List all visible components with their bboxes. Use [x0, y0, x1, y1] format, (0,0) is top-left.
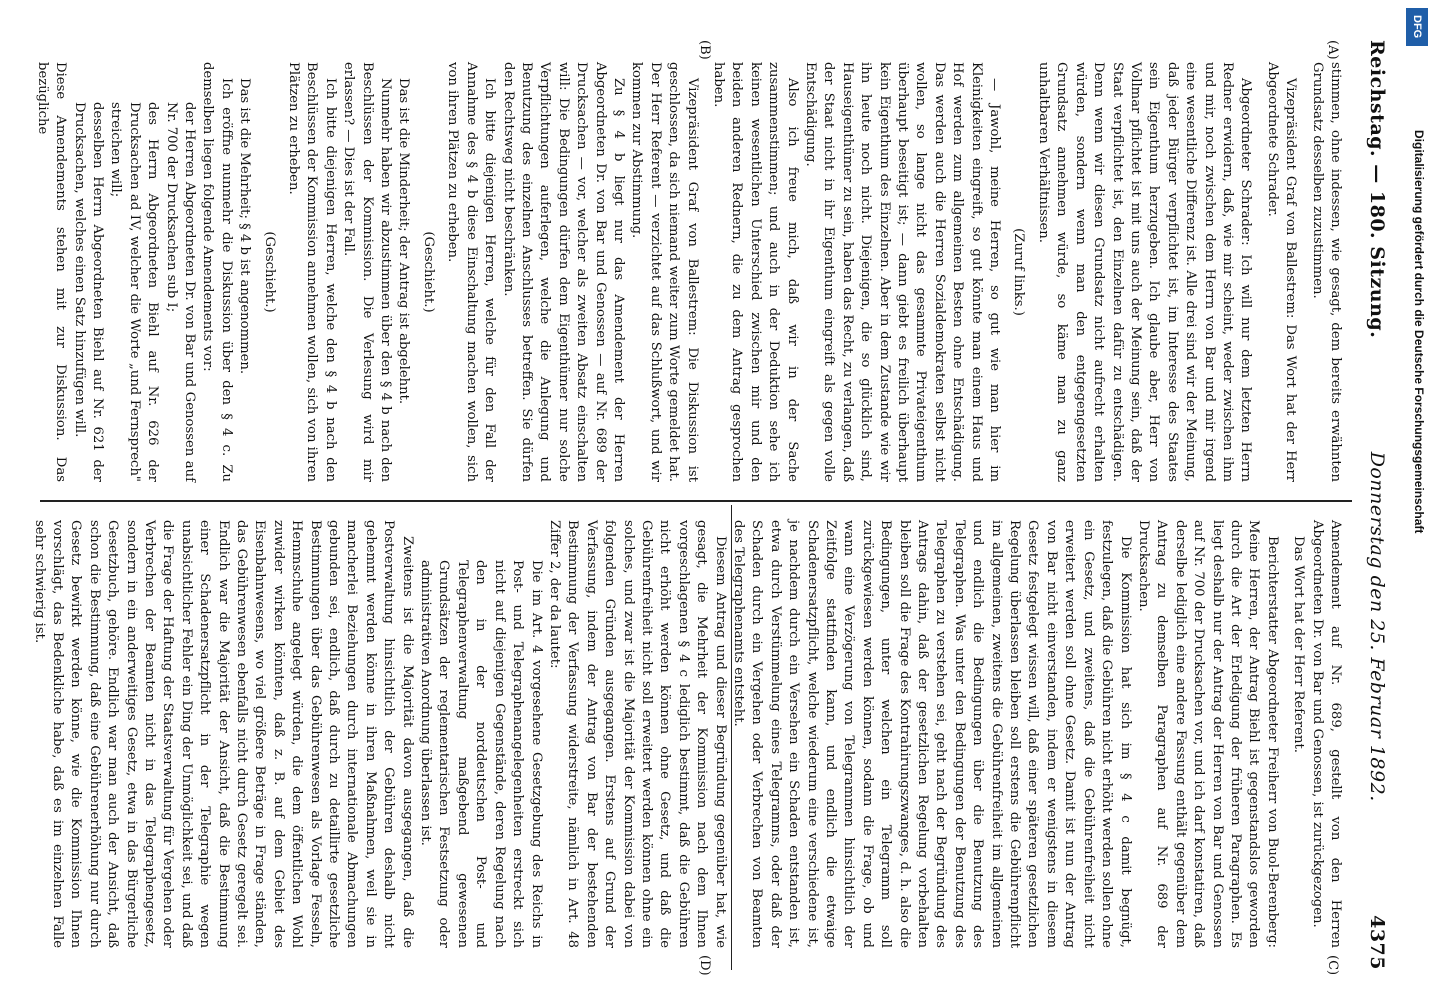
interjection: (Geschieht.)	[420, 231, 436, 313]
paragraph: Diesem Antrag und dieser Begründung gegenüber hat, wie gesagt, die Mehrheit der Kommission nach dem Ihnen vorgeschlagenen § 4 c lediglich bestimmt, daß die Gebühren nicht erhöht werden können ohne Gesetz, und daß die Gebührenfreiheit nicht soll erweitert werden können ohne ein solches, und zwar ist die Majorität der Kommission dabei von folgenden Gründen ausgegangen. Erstens auf Grund der Verfassung, indem der Antrag von Bar der bestehenden Bestimmung der Verfassung widerstreite, nämlich in Art. 48 Ziffer 2, der da lautet:	[546, 520, 728, 948]
paragraph: Das ist die Minderheit; der Antrag ist abgelehnt.	[396, 78, 412, 405]
paragraph: Diese Amendements stehen mit zur Diskussion. Das bezügliche	[34, 62, 69, 482]
paragraph: Das Wort hat der Herr Referent.	[1291, 536, 1307, 753]
paragraph: Zu § 4 b liegt nur das Amendement der Herren Abgeordneten Dr. von Bar und Genossen — auf Nr. 689 der Drucksachen — vor, welcher als zweiten Absatz einschalten will: Die Bedingungen dürfen dem Eigenthümer nur solche Verpflichtungen auferlegen, welche die Anlegung und Benutzung des einzelnen Anschlusses betreffen. Sie dürfen den Rechtsweg nicht beschränken.	[500, 62, 626, 482]
interjection: (Geschieht.)	[261, 231, 277, 313]
paragraph: Das ist die Mehrheit; § 4 b ist angenommen.	[237, 78, 253, 375]
paragraph: stimmen, ohne indessen, wie gesagt, dem bereits erwähnten Grundsatz desselben zuzustimmen.	[1309, 62, 1343, 482]
header-left: Reichstag. — 180. Sitzung.	[1366, 40, 1388, 339]
speaker-paragraph: Vizepräsident Graf von Ballestrem: Die Diskussion ist geschlossen, da sich niemand weiter zum Worte gemeldet hat. Der Herr Referent — verzichtet auf das Schlußwort, und wir kommen zur Abstimmung.	[629, 62, 700, 482]
paragraph: Ich eröffne nunmehr die Diskussion über den § 4 c. Zu demselben liegen folgende Amendements vor:	[200, 62, 234, 482]
dfg-logo: DFG	[1406, 8, 1428, 46]
paragraph: Ich bitte diejenigen Herren, welche den § 4 b nach den Beschlüssen der Kommission annehmen wollen, sich von ihren Plätzen zu erheben.	[286, 62, 338, 482]
margin-letter-d: (D)	[697, 955, 712, 976]
column-divider	[40, 500, 1352, 502]
speaker-paragraph: Abgeordneter Schrader: Ich will nur dem letzten Herrn Redner erwidern, daß, wie mir scheint, weder zwischen ihm und mir, noch zwischen dem Herrn von Bar und mir irgend eine wesentliche Differenz ist. Alle drei sind wir der Meinung, daß jeder Bürger verpflichtet ist, im Interesse des Staates sein Eigenthum herzugeben. Ich glaube aber, Herr von Vollmar pflichtet ist mit uns auch der Meinung sein, daß der Staat verpflichtet ist, den Einzelnen dafür zu entschädigen. Denn wenn wir diesen Grundsatz nicht aufrecht erhalten würden, sondern wenn man den entgegengesetzten Grundsatz annehmen würde, so käme man zu ganz unhaltbaren Verhältnissen.	[1035, 62, 1254, 482]
paragraph: Die Kommission hat sich im § 4 c damit begnügt, festzulegen, daß die Gebühren nicht erhöht werden sollen ohne ein Gesetz, und zweitens, daß die Gebührenfreiheit nicht erweitert werden soll ohne Gesetz. Damit ist nun der Antrag von Bar nicht einverstanden, indem er wenigstens in diesem Gesetz festgelegt wissen will, daß einer späteren gesetzlichen Regelung überlassen bleiben soll erstens die Gebührenpflicht im allgemeinen, zweitens die Gebührenfreiheit im allgemeinen und endlich die Bedingungen über die Benutzung des Telegraphen. Was unter den Bedingungen der Benutzung des Telegraphen zu verstehen sei, geht nach der Begründung des Antrags dahin, daß der gesetzlichen Regelung vorbehalten bleiben soll die Frage des Kontrahirungszwanges, d. h. also die Bedingungen, unter welchen ein Telegramm soll zurückgewiesen werden können, sodann die Frage, ob und wann eine Verzögerung von Telegrammen hinsichtlich der Zeitfolge stattfinden kann, und endlich die etwaige Schadenersatzpflicht, welche wiederum eine verschiedene ist, je nachdem durch ein Versehen ein Schaden entstanden ist, etwa durch Verstümmelung eines Telegramms, oder daß der Schaden durch ein Vergehen oder Verbrechen von Beamten des Telegraphenamts entsteht.	[731, 520, 1133, 948]
paragraph: Amendement auf Nr. 689, gestellt von den Herren Abgeordneten Dr. von Bar und Genossen, ist zurückgezogen.	[1309, 520, 1343, 948]
dfg-attribution	[1404, 0, 1430, 1000]
speaker-paragraph: Berichterstatter Abgeordneter Freiherr von Buol-Berenberg: Meine Herren, der Antrag Biehl ist gegenstandslos geworden durch die Art der Erledigung der früheren Paragraphen. Es liegt deshalb nur der Antrag der Herren von Bar und Genossen auf Nr. 700 der Drucksachen vor, und ich darf konstatiren, daß derselbe lediglich eine andere Fassung enthält gegenüber dem Antrag zu demselben Paragraphen auf Nr. 689 der Drucksachen.	[1135, 520, 1280, 948]
amendment-item: desselben Herrn Abgeordneten Biehl auf Nr. 621 der Drucksachen, welches einen Satz hinzufügen will.	[71, 102, 105, 482]
page-header	[1362, 40, 1392, 970]
paragraph: Zweitens ist die Majorität davon ausgegangen, daß die Postverwaltung hinsichtlich der Gebühren deshalb nicht gehemmt werden könne in ihren Maßnahmen, weil sie in mancherlei Beziehungen durch internationale Abmachungen gebunden sei, endlich, daß durch zu detaillirte gesetzliche Bestimmungen über das Gebührenwesen als Vorlage Fesseln, Hemmschuhe angelegt würden, die dem öffentlichen Wohl zuwider wirken könnten, daß z. B. auf dem Gebiet des Eisenbahnwesens, wo viel größere Beträge in Frage ständen, das Gebührenwesen ebenfalls nicht durch Gesetz geregelt sei. Endlich war die Majorität der Ansicht, daß die Bestimmung einer Schadenersatzpflicht in der Telegraphie wegen unabsichtlicher Fehler ein Ding der Unmöglichkeit sei, und daß die Frage der Haftung der Staatsverwaltung für Vergehen oder Verbrechen der Beamten nicht in das Telegraphengesetz, sondern in ein anderweitiges Gesetz, etwa in das Bürgerliche Gesetzbuch, gehöre. Endlich war man auch der Ansicht, daß schon die Bestimmung, daß eine Gebührenerhöhung nur durch Gesetz bewirkt werden könne, wie die Kommission Ihnen vorschlägt, das Bedenkliche habe, daß es im einzelnen Falle sehr schwierig ist.	[31, 520, 415, 948]
paragraph: — Jawohl, meine Herren, so gut wie man hier im Kleinigkeiten eingreift, so gut könnte man einem Haus und Hof werden zum allgemeinen Besten ohne Entschädigung. Das werden auch die Herren Sozialdemokraten selbst nicht wollen, so lange nicht das gesammte Privateigenthum überhaupt beseitigt ist; — dann giebt es freilich überhaupt kein Eigenthum des Einzelnen. Aber in dem Zustande wie wir ihn heute noch nicht. Diejenigen, die so glücklich sind, Hauseigenthümer zu sein, haben das Recht, zu verlangen, daß der Staat nicht in ihr Eigenthum eingreift als gegen volle Entschädigung.	[803, 62, 1003, 482]
right-column	[31, 520, 1344, 948]
dfg-attribution-text: Digitalisierung gefördert durch die Deutsche Forschungsgemeinschaft	[1412, 130, 1426, 534]
margin-letter-a: (A)	[1325, 40, 1340, 60]
amendment-item: der Herren Abgeordneten Dr. von Bar und Genossen auf Nr. 700 der Drucksachen sub I;	[163, 102, 198, 482]
margin-letter-b: (B)	[697, 40, 712, 60]
interjection: (Zuruf links.)	[1011, 228, 1027, 316]
quoted-article: Die im Art. 4 vorgesehene Gesetzgebung des Reichs in Post- und Telegraphenangelegenheiten erstreckt sich nicht auf diejenigen Gegenstände, deren Regelung nach den in der norddeutschen Post- und Telegraphenverwaltung maßgebend gewesenen Grundsätzen der reglementarischen Festsetzung oder administrativen Anordnung überlassen ist.	[418, 560, 544, 948]
left-column	[34, 62, 1344, 482]
margin-letter-c: (C)	[1325, 955, 1340, 976]
amendment-item: des Herrn Abgeordneten Biehl auf Nr. 626 der Drucksachen ad IV, welcher die Worte „und Fernsprech" streichen will;	[108, 102, 161, 482]
paragraph: Also ich freue mich, daß wir in der Sache zusammenstimmen; und auch in der Deduktion sehe ich keinen wesentlichen Unterschied zwischen mir und den beiden anderen Rednern, die zu dem Antrag gesprochen haben.	[711, 62, 800, 482]
header-date: Donnerstag den 25. Februar 1892.	[1366, 451, 1388, 802]
paragraph: Nunmehr haben wir abzustimmen über den § 4 b nach den Beschlüssen der Kommission. Die Verlesung wird mir erlassen? — Dies ist der Fall.	[341, 62, 394, 482]
speaker-paragraph: Vizepräsident Graf von Ballestrem: Das Wort hat der Herr Abgeordnete Schrader.	[1264, 62, 1299, 482]
page-number: 4375	[1366, 915, 1388, 970]
paragraph: Ich bitte diejenigen Herren, welche für den Fall der Annahme des § 4 b diese Einschaltung machen wollen, sich von ihren Plätzen zu erheben.	[445, 62, 498, 482]
